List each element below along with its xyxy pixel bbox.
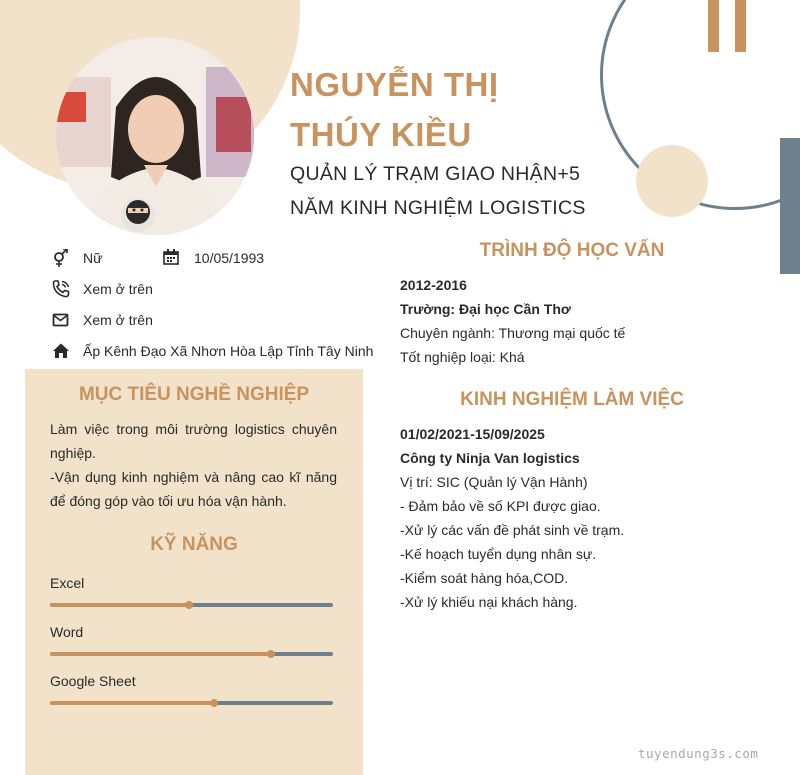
phone-icon <box>52 280 70 298</box>
gender-text: Nữ <box>83 250 103 266</box>
phone-text: Xem ở trên <box>83 281 153 297</box>
skill-bar <box>50 603 333 607</box>
name-line-1: NGUYỄN THỊ <box>290 66 499 103</box>
email-icon <box>52 311 70 329</box>
skill-bar <box>50 652 333 656</box>
objective-heading: MỤC TIÊU NGHỀ NGHIỆP <box>78 384 310 405</box>
decor-bar <box>708 0 719 52</box>
objective-paragraph-1: Làm việc trong môi trường logistics chuyên nghiệp. <box>50 421 337 461</box>
skill-bar-fill <box>50 652 271 656</box>
decor-side-bar <box>780 138 800 274</box>
job-title-line-1: QUẢN LÝ TRẠM GIAO NHẬN+5 <box>290 163 581 185</box>
experience-company: Công ty Ninja Van logistics <box>400 450 580 466</box>
address-text: Ấp Kênh Đạo Xã Nhơn Hòa Lập Tỉnh Tây Ninh <box>83 343 374 359</box>
skill-bar-fill <box>50 603 189 607</box>
skills-heading: KỸ NĂNG <box>150 534 238 555</box>
experience-duty: -Xử lý các vấn đề phát sinh về trạm. <box>400 522 625 538</box>
skill-bar-knob <box>185 601 193 609</box>
education-heading: TRÌNH ĐỘ HỌC VẤN <box>479 240 665 261</box>
education-grade: Tốt nghiệp loại: Khá <box>400 349 525 365</box>
experience-duty: -Kế hoạch tuyển dụng nhân sự. <box>400 546 597 562</box>
experience-duty: -Xử lý khiếu nại khách hàng. <box>400 594 578 610</box>
skill-bar <box>50 701 333 705</box>
experience-position: Vị trí: SIC (Quản lý Vận Hành) <box>400 474 588 490</box>
name-line-2: THÚY KIỀU <box>290 116 472 153</box>
objective-paragraph-2: -Vận dụng kinh nghiệm và nâng cao kĩ năng để đóng góp vào tối ưu hóa vận hành. <box>50 469 337 509</box>
education-school: Trường: Đại học Cần Thơ <box>400 301 571 317</box>
skill-label: Google Sheet <box>50 673 136 689</box>
education-major: Chuyên ngành: Thương mại quốc tế <box>400 325 626 341</box>
experience-period: 01/02/2021-15/09/2025 <box>400 426 545 442</box>
education-period: 2012-2016 <box>400 277 467 293</box>
experience-heading: KINH NGHIỆM LÀM VIỆC <box>460 389 684 410</box>
home-icon <box>52 342 70 360</box>
skill-label: Excel <box>50 575 85 591</box>
decor-bar <box>735 0 746 52</box>
watermark: tuyendung3s.com <box>638 746 759 761</box>
gender-icon <box>52 249 70 267</box>
birthday-text: 10/05/1993 <box>194 250 265 266</box>
skill-bar-knob <box>267 650 275 658</box>
job-title-line-2: NĂM KINH NGHIỆM LOGISTICS <box>290 197 586 219</box>
experience-duty: - Đảm bảo về số KPI được giao. <box>400 498 601 514</box>
decor-dot <box>636 145 708 217</box>
skill-label: Word <box>50 624 84 640</box>
skill-bar-fill <box>50 701 214 705</box>
email-text: Xem ở trên <box>83 312 153 328</box>
avatar-photo <box>56 37 254 235</box>
candidate-name <box>290 60 590 160</box>
experience-duty: -Kiểm soát hàng hóa,COD. <box>400 570 569 586</box>
calendar-icon <box>163 249 181 267</box>
objective-text <box>50 417 337 513</box>
job-title <box>290 157 620 225</box>
